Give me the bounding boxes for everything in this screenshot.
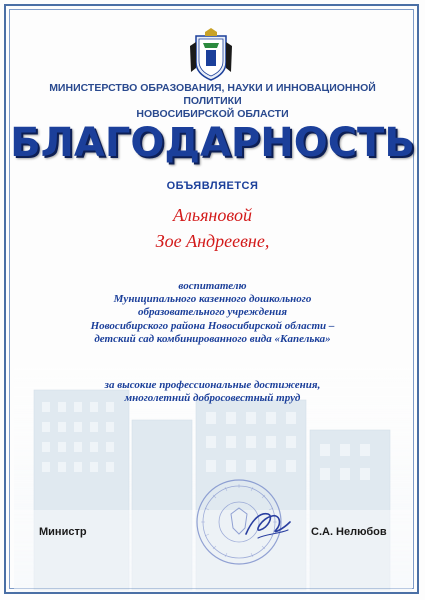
role-line: детский сад комбинированного вида «Капелька» <box>94 332 331 345</box>
role-line: воспитателю <box>178 280 247 292</box>
recipient-given-name: Зое Андреевне, <box>155 231 270 251</box>
role-line: образовательного учреждения <box>137 306 288 319</box>
recipient-role <box>20 280 405 346</box>
signatory-name: С.А. Нелюбов <box>311 526 387 538</box>
handwritten-signature-icon <box>238 500 298 546</box>
coat-of-arms-emblem-icon <box>188 28 234 82</box>
certificate-title: БЛАГОДАРНОСТЬ <box>10 120 415 166</box>
merit-text <box>20 379 405 405</box>
merit-line: многолетний добросовестный труд <box>124 392 301 405</box>
role-line: Новосибирского района Новосибирской области – <box>90 319 335 332</box>
role-line: Муниципального казенного дошкольного <box>113 293 312 306</box>
merit-line: за высокие профессиональные достижения, <box>104 379 321 391</box>
ministry-line-1: МИНИСТЕРСТВО ОБРАЗОВАНИЯ, НАУКИ И ИННОВАЦИОННОЙ ПОЛИТИКИ <box>49 82 376 107</box>
ministry-heading <box>20 82 405 121</box>
recipient-surname: Альяновой <box>173 205 252 225</box>
announce-label: ОБЪЯВЛЯЕТСЯ <box>166 180 259 192</box>
signatory-position: Министр <box>39 526 87 538</box>
ministry-line-2: НОВОСИБИРСКОЙ ОБЛАСТИ <box>136 108 289 120</box>
